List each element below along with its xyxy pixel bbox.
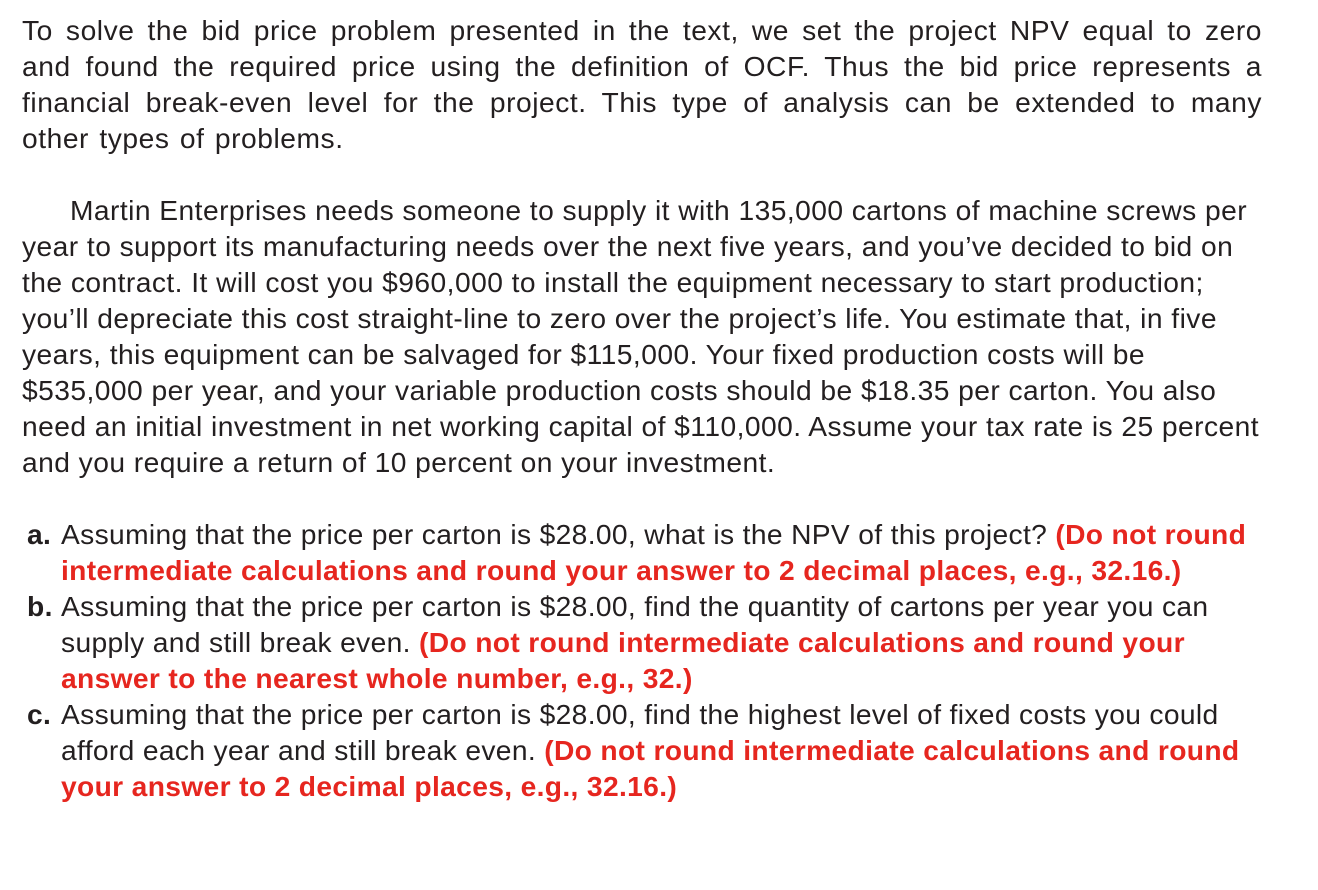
- question-text: Assuming that the price per carton is $28.00, what is the NPV of this project?: [61, 518, 1048, 550]
- problem-paragraph: Martin Enterprises needs someone to supply it with 135,000 cartons of machine screws per year to support its manufacturing needs over the next five years, and you’ve decided to bid on the contract. It will cost you $960,000 to install the equipment necessary to start production; you’ll depreciate this cost straight-line to zero over the project’s life. You estimate that, in five years, this equipment can be salvaged for $115,000. Your fixed production costs will be $535,000 per year, and your variable production costs should be $18.35 per carton. You also need an initial investment in net working capital of $110,000. Assume your tax rate is 25 percent and you require a return of 10 percent on your investment.: [22, 194, 1260, 478]
- question-body: [61, 516, 1262, 588]
- question-text: Assuming that the price per carton is $28.00, find the highest level of fixed costs you could afford each year and still break even.: [61, 698, 1219, 766]
- question-list: [22, 516, 1262, 804]
- question-c: [22, 696, 1262, 804]
- question-instruction: (Do not round intermediate calculations and round your answer to the nearest whole number, e.g., 32.): [61, 626, 1185, 694]
- question-letter: a.: [27, 518, 52, 550]
- question-b: [22, 588, 1262, 696]
- question-body: [61, 696, 1262, 804]
- question-instruction: (Do not round intermediate calculations and round your answer to 2 decimal places, e.g., 32.16.): [61, 518, 1247, 586]
- question-a: [22, 516, 1262, 588]
- intro-paragraph: To solve the bid price problem presented in the text, we set the project NPV equal to zero and found the required price using the definition of OCF. Thus the bid price represents a financial break-even level for the project. This type of analysis can be extended to many other types of problems.: [22, 14, 1262, 154]
- question-letter: b.: [27, 590, 53, 622]
- question-letter: c.: [27, 698, 52, 730]
- question-text: Assuming that the price per carton is $28.00, find the quantity of cartons per year you can supply and still break even.: [61, 590, 1209, 658]
- question-instruction: (Do not round intermediate calculations and round your answer to 2 decimal places, e.g., 32.16.): [61, 734, 1240, 802]
- question-body: [61, 588, 1262, 696]
